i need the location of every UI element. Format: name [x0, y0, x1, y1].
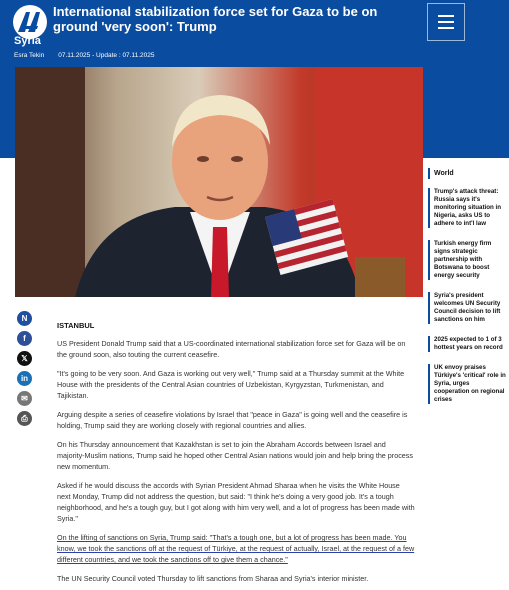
article-title: International stabilization force set for Gaza to be on ground 'very soon': Trump [53, 4, 378, 34]
hamburger-icon [438, 15, 454, 17]
hero-photo [15, 67, 423, 297]
publish-dates: 07.11.2025 - Update : 07.11.2025 [58, 52, 155, 59]
menu-button[interactable] [427, 3, 465, 41]
related-link[interactable]: 2025 expected to 1 of 3 hottest years on record [428, 336, 506, 352]
related-sidebar [428, 168, 506, 416]
site-header [0, 0, 509, 64]
sidebar-category[interactable]: World [428, 168, 506, 179]
article-body [57, 320, 415, 590]
paragraph: Arguing despite a series of ceasefire violations by Israel that "peace in Gaza" is going well and the ceasefire is holding, Trump said they are working closely with regional countries and allies. [57, 410, 408, 430]
article-meta [14, 52, 155, 59]
paragraph: "It's going to be very soon. And Gaza is working out very well," Trump said at a Thursday summit at the White House with the presidents of the Central Asian countries of Uzbekistan, Kyrgyzstan, Turkmenistan, and Tajikistan. [57, 369, 405, 400]
mail-icon[interactable]: ✉ [17, 391, 32, 406]
news-icon[interactable]: N [17, 311, 32, 326]
paragraph: The UN Security Council voted Thursday to lift sanctions from Sharaa and Syria's interior minister. [57, 574, 369, 583]
author-name[interactable]: Esra Tekin [14, 52, 45, 59]
related-link[interactable]: UK envoy praises Türkiye's 'critical' role in Syria, urges cooperation on regional crises [428, 364, 506, 404]
paragraph: Asked if he would discuss the accords with Syrian President Ahmad Sharaa when he visits the White House next Monday, Trump did not address the question, but said: "I think he's doing a very good job. It's a tough neighborhood, and he's a tough guy, but I got along with him very well, and a lot of progress has been made with Syria." [57, 481, 415, 523]
share-bar [17, 311, 32, 426]
related-link[interactable]: Trump's attack threat: Russia says it's monitoring situation in Nigeria, asks US to adhere to int'l law [428, 188, 506, 228]
highlighted-paragraph: On the lifting of sanctions on Syria, Trump said: "That's a tough one, but a lot of progress has been made. You know, we took the sanctions off at the request of Türkiye, at the request of actually, Israel, at the request of a few different countries, and we took the sanctions off to give them a chance." [57, 533, 415, 564]
x-icon[interactable]: 𝕏 [17, 351, 32, 366]
paragraph: On his Thursday announcement that Kazakhstan is set to join the Abraham Accords between Israel and majority-Muslim nations, Trump said he hoped other Central Asian nations would join and help bring the process new momentum. [57, 440, 413, 471]
facebook-icon[interactable]: f [17, 331, 32, 346]
dateline: ISTANBUL [57, 321, 95, 330]
print-icon[interactable]: ⎙ [17, 411, 32, 426]
linkedin-icon[interactable]: in [17, 371, 32, 386]
related-link[interactable]: Turkish energy firm signs strategic partnership with Botswana to boost energy security [428, 240, 506, 280]
section-label[interactable]: Syria [14, 35, 41, 47]
paragraph: US President Donald Trump said that a US-coordinated international stabilization force set for Gaza will be on the ground soon, also touting the current ceasefire. [57, 339, 406, 359]
related-link[interactable]: Syria's president welcomes UN Security Council decision to lift sanctions on him [428, 292, 506, 324]
